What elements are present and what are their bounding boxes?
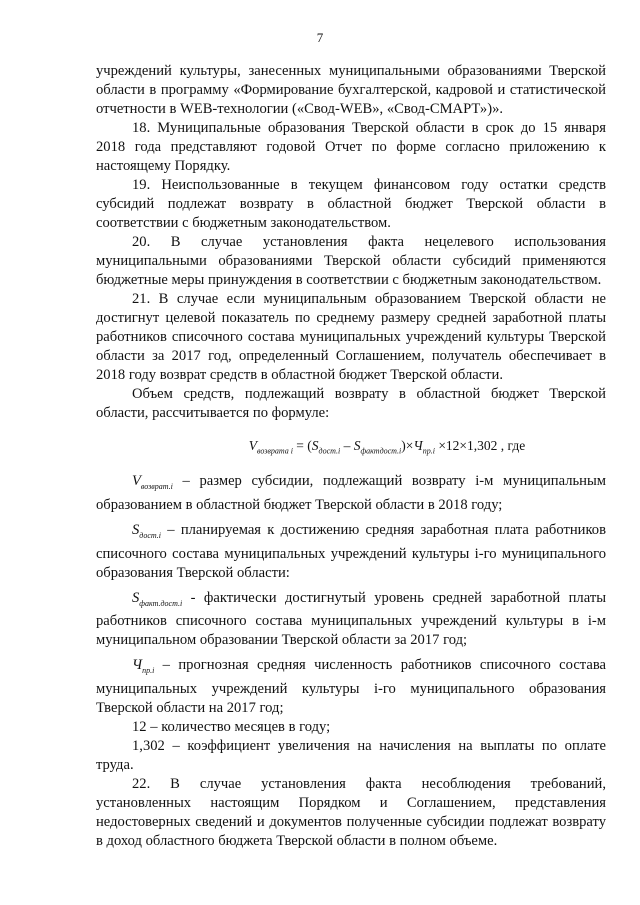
formula-s-dost-sub: дост.i [318, 446, 341, 456]
formula-minus: – [340, 438, 354, 453]
formula-s-fact-sub: фактдост.i [360, 446, 402, 456]
formula-s-fact-letter: S [353, 438, 361, 453]
formula-ch-sub: пр.i [422, 446, 435, 456]
paragraph-continuation: учреждений культуры, занесенных муниципальными образованиями Тверской области в программу «Формирование бухгалтерской, кадровой и статистической отчетности в WEB-технологии («Свод-WEB», «Свод-СМАРТ»)». [96, 63, 606, 117]
formula-s-dost-letter: S [311, 438, 319, 453]
paragraph-19: 19. Неиспользованные в текущем финансовом году остатки средств субсидий подлежат возврату в областной бюджет Тверской области в соответствии с бюджетным законодательством. [96, 177, 606, 231]
definition-1302: 1,302 – коэффициент увеличения на начисления на выплаты по оплате труда. [96, 738, 606, 774]
formula-close: )× [401, 438, 414, 453]
paragraph-20: 20. В случае установления факта нецелевого использования муниципальными образованиями Тверской области субсидий применяются бюджетные меры принуждения в соответствии с бюджетным законодательством. [96, 234, 606, 288]
formula-eq: = ( [292, 438, 312, 453]
symbol-s-fact: $S_{факт.дост.i}$ [132, 589, 183, 608]
refund-formula [168, 436, 606, 462]
symbol-ch: $Ч_{пр.i}$ [132, 657, 155, 676]
definition-v: $V_{возврат.i}$ – размер субсидии, подлежащий возврату i-м муниципальным образованием в областной бюджет Тверской области в 2018 году; [96, 472, 606, 513]
symbol-s-dost: $S_{дост.i}$ [132, 521, 161, 540]
definition-s-dost: $S_{дост.i}$ – планируемая к достижению средняя заработная плата работников списочного состава муниципальных учреждений культуры i-го муниципального образования Тверской области: [96, 521, 606, 581]
formula-v-letter: V [248, 438, 257, 453]
paragraph-21: 21. В случае если муниципальным образованием Тверской области не достигнут целевой показатель по среднему размеру средней заработной платы работников списочного состава муниципальных учреждений культуры Тверской области за 2017 год, определенный Соглашением, получатель обеспечивает в 2018 году возврат средств в областной бюджет Тверской области. [96, 291, 606, 383]
formula-v-sub: возврата i [256, 446, 293, 456]
paragraph-18: 18. Муниципальные образования Тверской области в срок до 15 января 2018 года представляют годовой Отчет по форме согласно приложению к настоящему Порядку. [96, 120, 606, 174]
paragraph-volume-formula-intro: Объем средств, подлежащий возврату в областной бюджет Тверской области, рассчитывается по формуле: [96, 386, 606, 421]
definition-s-fact: $S_{факт.дост.i}$ - фактически достигнутый уровень средней заработной платы работников списочного состава муниципальных учреждений культуры в i-м муниципальном образовании Тверской области за 2017 год; [96, 589, 606, 649]
formula-ch-letter: Ч [413, 438, 423, 453]
symbol-v: $V_{возврат.i}$ [132, 472, 173, 491]
formula-tail: ×12×1,302 , где [434, 438, 526, 453]
paragraph-22: 22. В случае установления факта несоблюдения требований, установленных настоящим Порядком и Соглашением, представления недостоверных сведений и документов полученные субсидии подлежат возврату в доход областного бюджета Тверской области в полном объеме. [96, 776, 606, 850]
document-body [96, 62, 606, 851]
page-number: 7 [316, 30, 324, 45]
definition-12: 12 – количество месяцев в году; [132, 719, 331, 736]
definition-ch: $Ч_{пр.i}$ – прогнозная средняя численность работников списочного состава муниципальных учреждений культуры i-го муниципального образования Тверской области на 2017 год; [96, 657, 606, 717]
